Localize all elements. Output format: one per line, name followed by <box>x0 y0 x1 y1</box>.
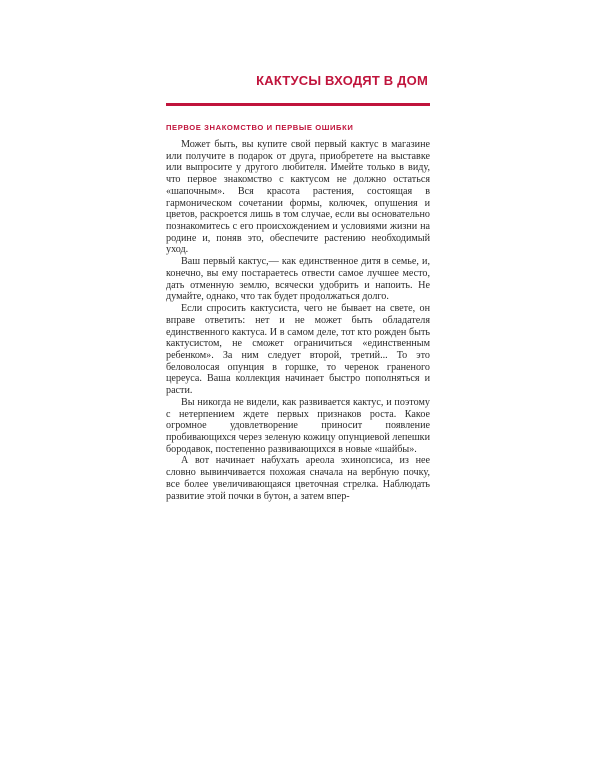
paragraph-2: Ваш первый кактус,— как единственное дитя в семье, и, конечно, вы ему постараетесь отвести самое лучшее место, дать отменную землю, всячески удобрить и напоить. Не думайте, однако, что так будет продолжаться долго. <box>166 256 430 303</box>
chapter-title: КАКТУСЫ ВХОДЯТ В ДОМ <box>256 73 428 88</box>
section-heading: ПЕРВОЕ ЗНАКОМСТВО И ПЕРВЫЕ ОШИБКИ <box>166 123 354 132</box>
paragraph-5: А вот начинает набухать ареола эхинопсиса, из нее словно вывинчивается похожая сначала на вербную почку, все более увеличивающаяся цветочная стрелка. Наблюдать развитие этой почки в бутон, а затем впер- <box>166 455 430 502</box>
chapter-divider <box>166 103 430 106</box>
paragraph-4: Вы никогда не видели, как развивается кактус, и поэтому с нетерпением ждете первых признаков роста. Какое огромное удовлетворение приносит появление пробивающихся через зеленую кожицу опунциевой лепешки бородавок, постепенно развивающихся в новые «шайбы». <box>166 396 430 455</box>
body-text <box>166 139 430 502</box>
paragraph-3: Если спросить кактусиста, чего не бывает на свете, он вправе ответить: нет и не может быть обладателя единственного кактуса. И в самом деле, тот кто рожден быть кактусистом, не сможет ограничиться «единственным ребенком». За ним следует второй, третий... То это беловолосая опунция в горшке, то черенок граненого цереуса. Ваша коллекция начинает быстро пополняться и расти. <box>166 303 430 397</box>
paragraph-1: Может быть, вы купите свой первый кактус в магазине или получите в подарок от друга, приобретете на выставке или выпросите у другого любителя. Имейте только в виду, что первое знакомство с кактусом не должно остаться «шапочным». Вся красота растения, состоящая в гармоническом сочетании формы, колючек, опушения и цветов, раскроется лишь в том случае, если вы основательно познакомитесь с его происхождением и условиями жизни на родине и, поняв это, обеспечите растению необходимый уход. <box>166 139 430 256</box>
